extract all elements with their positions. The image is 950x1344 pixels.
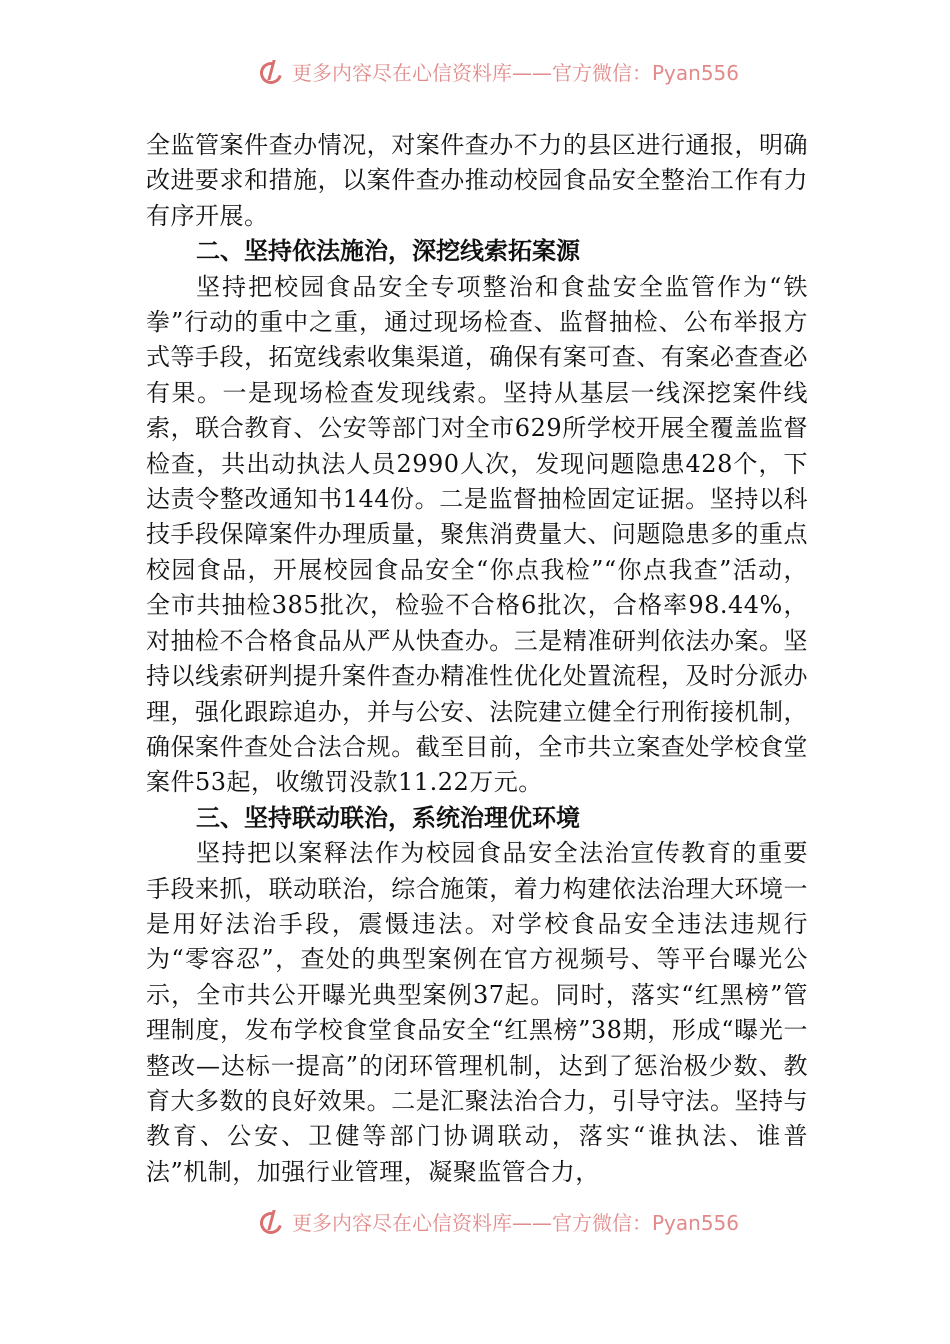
paragraph-continuation: 全监管案件查办情况，对案件查办不力的县区进行通报，明确改进要求和措施，以案件查办推动校园食品安全整治工作有力有序开展。	[146, 131, 808, 230]
watermark-text: 更多内容尽在心信资料库——官方微信：Pyan556	[292, 60, 740, 85]
section-heading-2: 二、坚持依法施治，深挖线索拓案源	[196, 237, 580, 266]
watermark-logo-icon	[258, 1210, 284, 1232]
watermark-text: 更多内容尽在心信资料库——官方微信：Pyan556	[292, 1210, 740, 1235]
watermark-header	[258, 56, 758, 86]
paragraph-section-3: 坚持把以案释法作为校园食品安全法治宣传教育的重要手段来抓，联动联治，综合施策，着力构建依法治理大环境一是用好法治手段，震慑违法。对学校食品安全违法违规行为“零容忍”，查处的典型案例在官方视频号、等平台曝光公示，全市共公开曝光典型案例37起。同时，落实“红黑榜”管理制度，发布学校食堂食品安全“红黑榜”38期，形成“曝光一整改—达标一提高”的闭环管理机制，达到了惩治极少数、教育大多数的良好效果。二是汇聚法治合力，引导守法。坚持与教育、公安、卫健等部门协调联动，落实“谁执法、谁普法”机制，加强行业管理，凝聚监管合力，	[146, 839, 808, 1186]
section-heading-3: 三、坚持联动联治，系统治理优环境	[196, 803, 580, 832]
watermark-footer	[258, 1206, 758, 1236]
paragraph-section-2: 坚持把校园食品安全专项整治和食盐安全监管作为“铁拳”行动的重中之重，通过现场检查、监督抽检、公布举报方式等手段，拓宽线索收集渠道，确保有案可查、有案必查查必有果。一是现场检查发现线索。坚持从基层一线深挖案件线索，联合教育、公安等部门对全市629所学校开展全覆盖监督检查，共出动执法人员2990人次，发现问题隐患428个，下达责令整改通知书144份。二是监督抽检固定证据。坚持以科技手段保障案件办理质量，聚焦消费量大、问题隐患多的重点校园食品，开展校园食品安全“你点我检”“你点我查”活动，全市共抽检385批次，检验不合格6批次，合格率98.44%，对抽检不合格食品从严从快查办。三是精准研判依法办案。坚持以线索研判提升案件查办精准性优化处置流程，及时分派办理，强化跟踪追办，并与公安、法院建立健全行刑衔接机制，确保案件查处合法合规。截至目前，全市共立案查处学校食堂案件53起，收缴罚没款11.22万元。	[146, 272, 808, 797]
document-body	[146, 128, 808, 1190]
watermark-logo-icon	[258, 60, 284, 82]
